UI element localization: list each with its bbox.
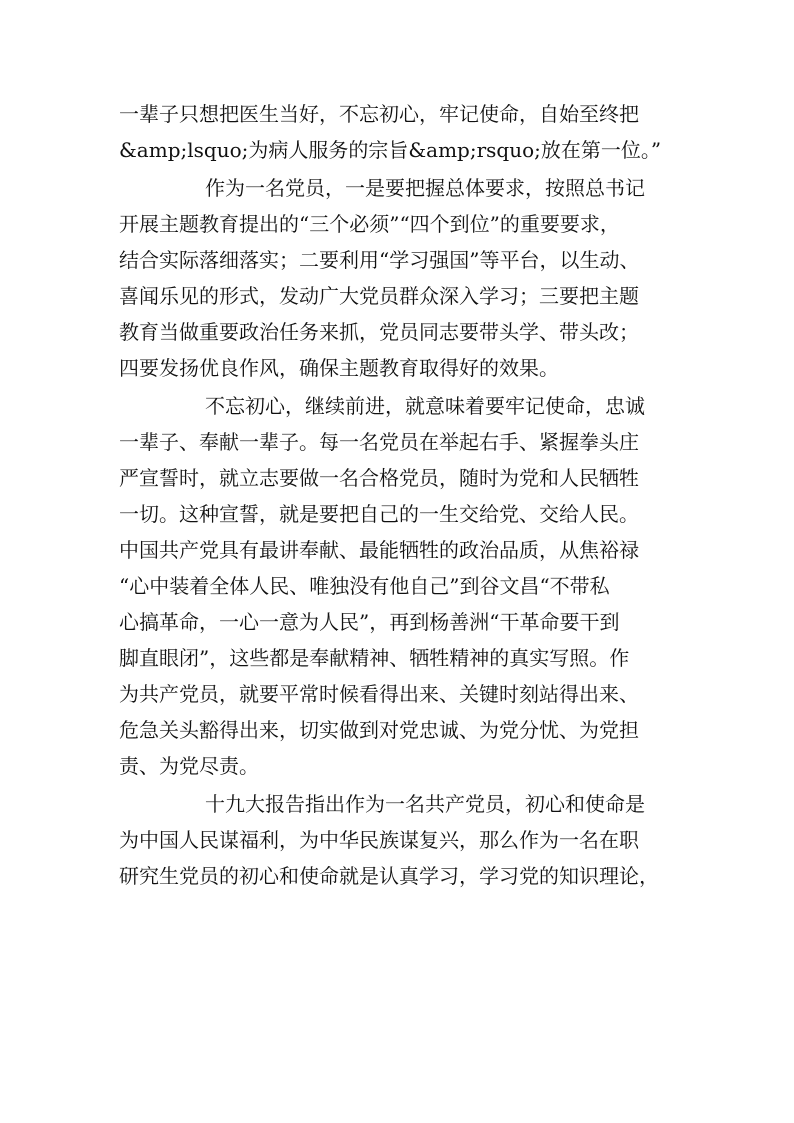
text-line: 为中国人民谋福利，为中华民族谋复兴，那么作为一名在职 bbox=[119, 828, 639, 852]
text-line: 喜闻乐见的形式，发动广大党员群众深入学习；三要把主题 bbox=[119, 284, 639, 308]
text-line: 教育当做重要政治任务来抓，党员同志要带头学、带头改； bbox=[119, 320, 639, 344]
paragraph-start-line: 作为一名党员，一是要把握总体要求，按照总书记 bbox=[205, 176, 645, 200]
text-line: 中国共产党具有最讲奉献、最能牺牲的政治品质，从焦裕禄 bbox=[119, 538, 639, 562]
text-line: 一辈子、奉献一辈子。每一名党员在举起右手、紧握拳头庄 bbox=[119, 430, 639, 454]
text-line: 危急关头豁得出来，切实做到对党忠诚、为党分忧、为党担 bbox=[119, 718, 639, 742]
text-line: 开展主题教育提出的“三个必须”“四个到位”的重要要求， bbox=[119, 212, 620, 236]
text-line: “心中装着全体人民、唯独没有他自己”到谷文昌“不带私 bbox=[119, 574, 610, 598]
text-line: 一辈子只想把医生当好，不忘初心，牢记使命，自始至终把 bbox=[119, 102, 639, 126]
body-text bbox=[119, 96, 685, 894]
text-line: 严宣誓时，就立志要做一名合格党员，随时为党和人民牺牲 bbox=[119, 466, 639, 490]
text-line: 为共产党员，就要平常时候看得出来、关键时刻站得出来、 bbox=[119, 682, 639, 706]
text-line: 四要发扬优良作风，确保主题教育取得好的效果。 bbox=[119, 356, 559, 380]
text-line: 研究生党员的初心和使命就是认真学习，学习党的知识理论， bbox=[119, 864, 659, 888]
text-line: 责、为党尽责。 bbox=[119, 754, 259, 778]
text-line: &amp;lsquo;为病人服务的宗旨&amp;rsquo;放在第一位。” bbox=[119, 138, 662, 162]
paragraph-start-line: 不忘初心，继续前进，就意味着要牢记使命，忠诚 bbox=[205, 394, 645, 418]
paragraph-start-line: 十九大报告指出作为一名共产党员，初心和使命是 bbox=[205, 792, 645, 816]
text-line: 心搞革命，一心一意为人民”，再到杨善洲“干革命要干到 bbox=[119, 610, 620, 634]
text-line: 一切。这种宣誓，就是要把自己的一生交给党、交给人民。 bbox=[119, 502, 639, 526]
text-line: 脚直眼闭”，这些都是奉献精神、牺牲精神的真实写照。作 bbox=[119, 646, 630, 670]
text-line: 结合实际落细落实；二要利用“学习强国”等平台，以生动、 bbox=[119, 248, 640, 272]
